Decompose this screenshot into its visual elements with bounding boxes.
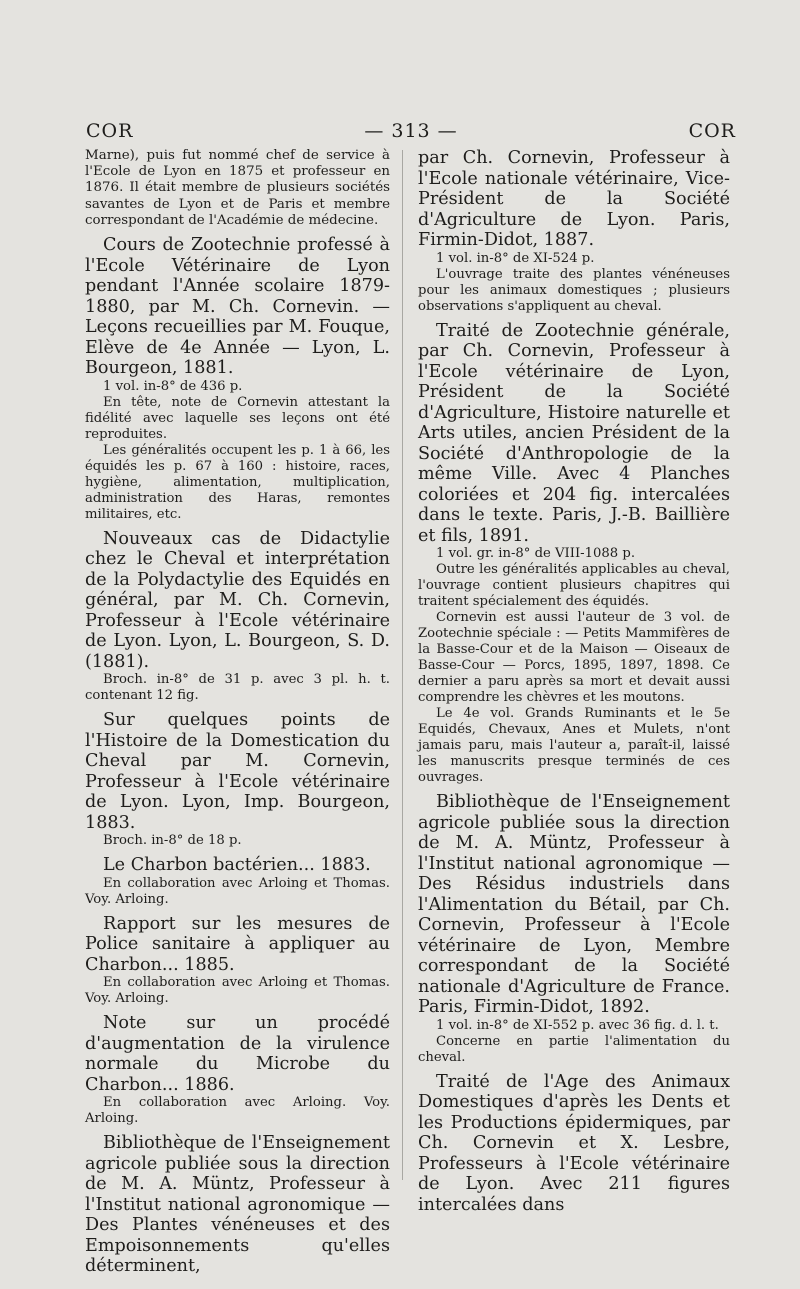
page-number: — 313 — (364, 120, 458, 142)
entry-title: Le Charbon bactérien... 1883. (103, 855, 371, 876)
entry-traite-zootechnie (418, 321, 730, 787)
intro-text: Marne), puis fut nommé chef de service à l'Ecole de Lyon en 1875 et professeur en 1876. Il était membre de plusieurs sociétés savantes de Lyon et de Paris et membre correspondant de l'Académie de médecine. (85, 148, 390, 228)
entry-note: Le 4e vol. Grands Ruminants et le 5e Equidés, Chevaux, Anes et Mulets, n'ont jamais paru, mais l'auteur a, paraît-il, laissé les manuscrits presque terminés de ces ouvrages. (418, 706, 730, 785)
entry-title: Traité de Zootechnie générale, par Ch. Cornevin, Professeur à l'Ecole vétérinaire de Lyon, Président de la Société d'Agriculture, Histoire naturelle et Arts utiles, ancien Président de la Société d'Anthropologie de la même Ville. Avec 4 Planches coloriées et 204 fig. intercalées dans le texte. Paris, J.-B. Baillière et fils, 1891. (418, 320, 730, 546)
entry-note: 1 vol. gr. in-8° de VIII-1088 p. (436, 546, 636, 561)
entry-age-animaux (418, 1072, 730, 1216)
entry-note: Cornevin est aussi l'auteur de 3 vol. de Zootechnie spéciale : — Petits Mammifères de la Basse-Cour et de la Maison — Oiseaux de Basse-Cour — Porcs, 1895, 1897, 1898. Ce dernier a paru après sa mort et devait aussi comprendre les chèvres et les moutons. (418, 610, 730, 705)
entry-residus-industriels (418, 792, 730, 1066)
running-head-left: COR (86, 120, 134, 142)
entry-note: En collaboration avec Arloing et Thomas. Voy. Arloing. (85, 975, 390, 1007)
entry-title: Note sur un procédé d'augmentation de la virulence normale du Microbe du Charbon... 1886. (85, 1013, 390, 1095)
column-divider (402, 150, 403, 1180)
entry-title: Cours de Zootechnie professé à l'Ecole Vétérinaire de Lyon pendant l'Année scolaire 1879-1880, par M. Ch. Cornevin. — Leçons recueillies par M. Fouque, Elève de 4e Année — Lyon, L. Bourgeon, 1881. (85, 235, 390, 379)
entry-note-virulence (85, 1013, 390, 1127)
entry-note: 1 vol. in-8° de XI-524 p. (436, 250, 595, 266)
entry-note: Concerne en partie l'alimentation du cheval. (418, 1033, 730, 1065)
intro-paragraph (85, 148, 390, 229)
entry-title: Bibliothèque de l'Enseignement agricole publiée sous la direction de M. A. Müntz, Professeur à l'Institut national agronomique — Des Résidus industriels dans l'Alimentation du Bétail, par Ch. Cornevin, Professeur à l'Ecole vétérinaire de Lyon, Membre correspondant de la Société nationale d'Agriculture de France. Paris, Firmin-Didot, 1892. (418, 792, 730, 1017)
entry-domestication (85, 710, 390, 849)
entry-plantes-continued (418, 148, 730, 315)
entry-title: Nouveaux cas de Didactylie chez le Cheval et interprétation de la Polydactylie des Equidés en général, par M. Ch. Cornevin, Professeur à l'Ecole vétérinaire de Lyon. Lyon, L. Bourgeon, S. D. (1881). (85, 528, 390, 672)
entry-cours-zootechnie (85, 235, 390, 523)
entry-note: Outre les généralités applicables au cheval, l'ouvrage contient plusieurs chapitres qui traitent spécialement des équidés. (418, 562, 730, 609)
entry-title: Bibliothèque de l'Enseignement agricole publiée sous la direction de M. A. Müntz, Professeur à l'Institut national agronomique — Des Plantes vénéneuses et des Empoisonnements qu'elles déterminent, (85, 1133, 390, 1277)
entry-note: 1 vol. in-8° de XI-552 p. avec 36 fig. d. l. t. (436, 1017, 719, 1033)
entry-title: Sur quelques points de l'Histoire de la Domestication du Cheval par M. Cornevin, Professeur à l'Ecole vétérinaire de Lyon. Lyon, Imp. Bourgeon, 1883. (85, 710, 390, 833)
entry-note: L'ouvrage traite des plantes vénéneuses pour les animaux domestiques ; plusieurs observations s'appliquent au cheval. (418, 266, 730, 314)
entry-didactylie (85, 529, 390, 705)
running-head-right: COR (688, 120, 736, 142)
right-column (418, 148, 730, 1221)
entry-note: En collaboration avec Arloing. Voy. Arloing. (85, 1095, 390, 1127)
page-header (86, 118, 736, 144)
entry-charbon-bacterien (85, 855, 390, 908)
left-column (85, 148, 390, 1283)
entry-note: Broch. in-8° de 31 p. avec 3 pl. h. t. contenant 12 fig. (85, 672, 390, 704)
entry-rapport-police (85, 914, 390, 1008)
entry-note: 1 vol. in-8° de 436 p. (103, 378, 243, 394)
entry-note: En tête, note de Cornevin attestant la fidélité avec laquelle ses leçons ont été reproduites. (85, 394, 390, 442)
entry-note: Les généralités occupent les p. 1 à 66, les équidés les p. 67 à 160 : histoire, races, hygiène, alimentation, multiplication, administration des Haras, remontes militaires, etc. (85, 442, 390, 522)
entry-title: par Ch. Cornevin, Professeur à l'Ecole nationale vétérinaire, Vice-Président de la Société d'Agriculture de Lyon. Paris, Firmin-Didot, 1887. (418, 148, 730, 250)
entry-plantes-veneneuses (85, 1133, 390, 1277)
entry-note: Broch. in-8° de 18 p. (103, 833, 242, 849)
entry-note: En collaboration avec Arloing et Thomas. Voy. Arloing. (85, 875, 390, 907)
entry-title: Traité de l'Age des Animaux Domestiques d'après les Dents et les Productions épidermiques, par Ch. Cornevin et X. Lesbre, Professeurs à l'Ecole vétérinaire de Lyon. Avec 211 figures intercalées dans (418, 1071, 730, 1215)
entry-title: Rapport sur les mesures de Police sanitaire à appliquer au Charbon... 1885. (85, 913, 390, 975)
